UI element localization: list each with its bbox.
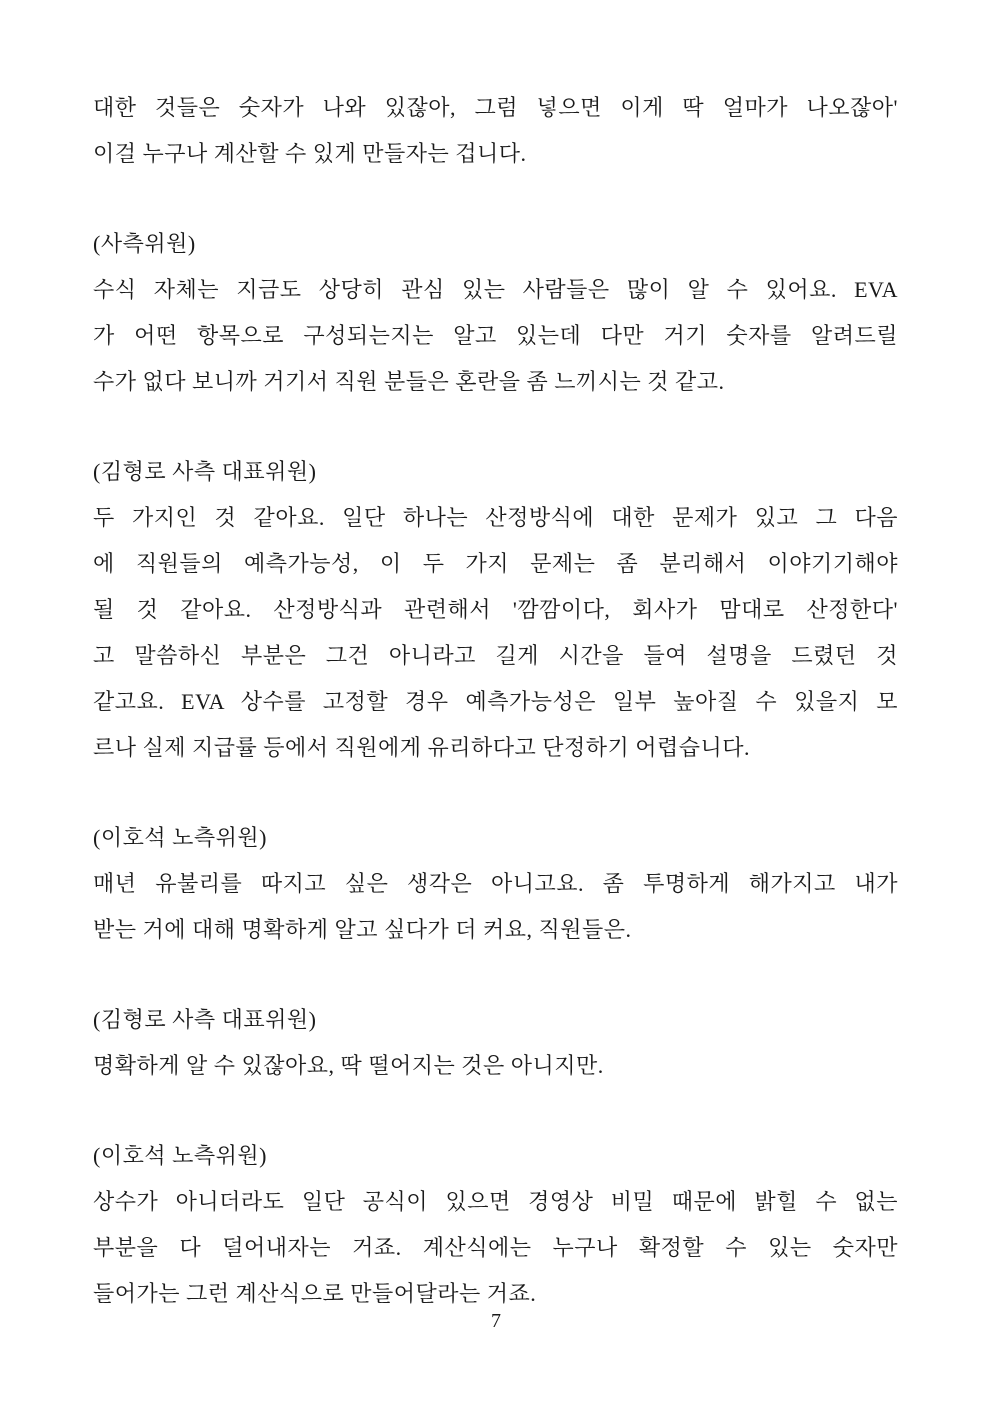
text-line: 부분을 다 덜어내자는 거죠. 계산식에는 누구나 확정할 수 있는 숫자만 [93, 1235, 898, 1260]
text-line: 대한 것들은 숫자가 나와 있잖아, 그럼 넣으면 이게 딱 얼마가 나오잖아' [93, 95, 898, 120]
text-line: 이걸 누구나 계산할 수 있게 만들자는 겁니다. [93, 141, 527, 166]
speaker-label: (사측위원) [93, 231, 196, 256]
text-line: 들어가는 그런 계산식으로 만들어달라는 거죠. [93, 1281, 537, 1306]
text-line: 받는 거에 대해 명확하게 알고 싶다가 더 커요, 직원들은. [93, 917, 632, 942]
text-line: 수가 없다 보니까 거기서 직원 분들은 혼란을 좀 느끼시는 것 같고. [93, 369, 725, 394]
dialogue-block [93, 221, 898, 405]
page-number: 7 [491, 1310, 501, 1332]
text-line: 명확하게 알 수 있잖아요, 딱 떨어지는 것은 아니지만. [93, 1053, 604, 1078]
speaker-label: (이호석 노측위원) [93, 1143, 267, 1168]
speaker-label: (이호석 노측위원) [93, 825, 267, 850]
dialogue-block [93, 815, 898, 953]
text-line: 상수가 아니더라도 일단 공식이 있으면 경영상 비밀 때문에 밝힐 수 없는 [93, 1189, 898, 1214]
dialogue-block [93, 85, 898, 177]
text-line: 두 가지인 것 같아요. 일단 하나는 산정방식에 대한 문제가 있고 그 다음 [93, 505, 898, 530]
text-line: 고 말씀하신 부분은 그건 아니라고 길게 시간을 들여 설명을 드렸던 것 [93, 643, 898, 668]
text-line: 수식 자체는 지금도 상당히 관심 있는 사람들은 많이 알 수 있어요. EVA [93, 277, 898, 302]
dialogue-block [93, 449, 898, 771]
text-line: 르나 실제 지급률 등에서 직원에게 유리하다고 단정하기 어렵습니다. [93, 735, 751, 760]
text-line: 같고요. EVA 상수를 고정할 경우 예측가능성은 일부 높아질 수 있을지 모 [93, 689, 898, 714]
text-line: 가 어떤 항목으로 구성되는지는 알고 있는데 다만 거기 숫자를 알려드릴 [93, 323, 898, 348]
dialogue-block [93, 997, 898, 1089]
text-line: 될 것 같아요. 산정방식과 관련해서 '깜깜이다, 회사가 맘대로 산정한다' [93, 597, 898, 622]
speaker-label: (김형로 사측 대표위원) [93, 1007, 317, 1032]
text-line: 매년 유불리를 따지고 싶은 생각은 아니고요. 좀 투명하게 해가지고 내가 [93, 871, 898, 896]
speaker-label: (김형로 사측 대표위원) [93, 459, 317, 484]
dialogue-block [93, 1133, 898, 1317]
text-line: 에 직원들의 예측가능성, 이 두 가지 문제는 좀 분리해서 이야기기해야 [93, 551, 898, 576]
transcript-content [93, 85, 898, 1317]
